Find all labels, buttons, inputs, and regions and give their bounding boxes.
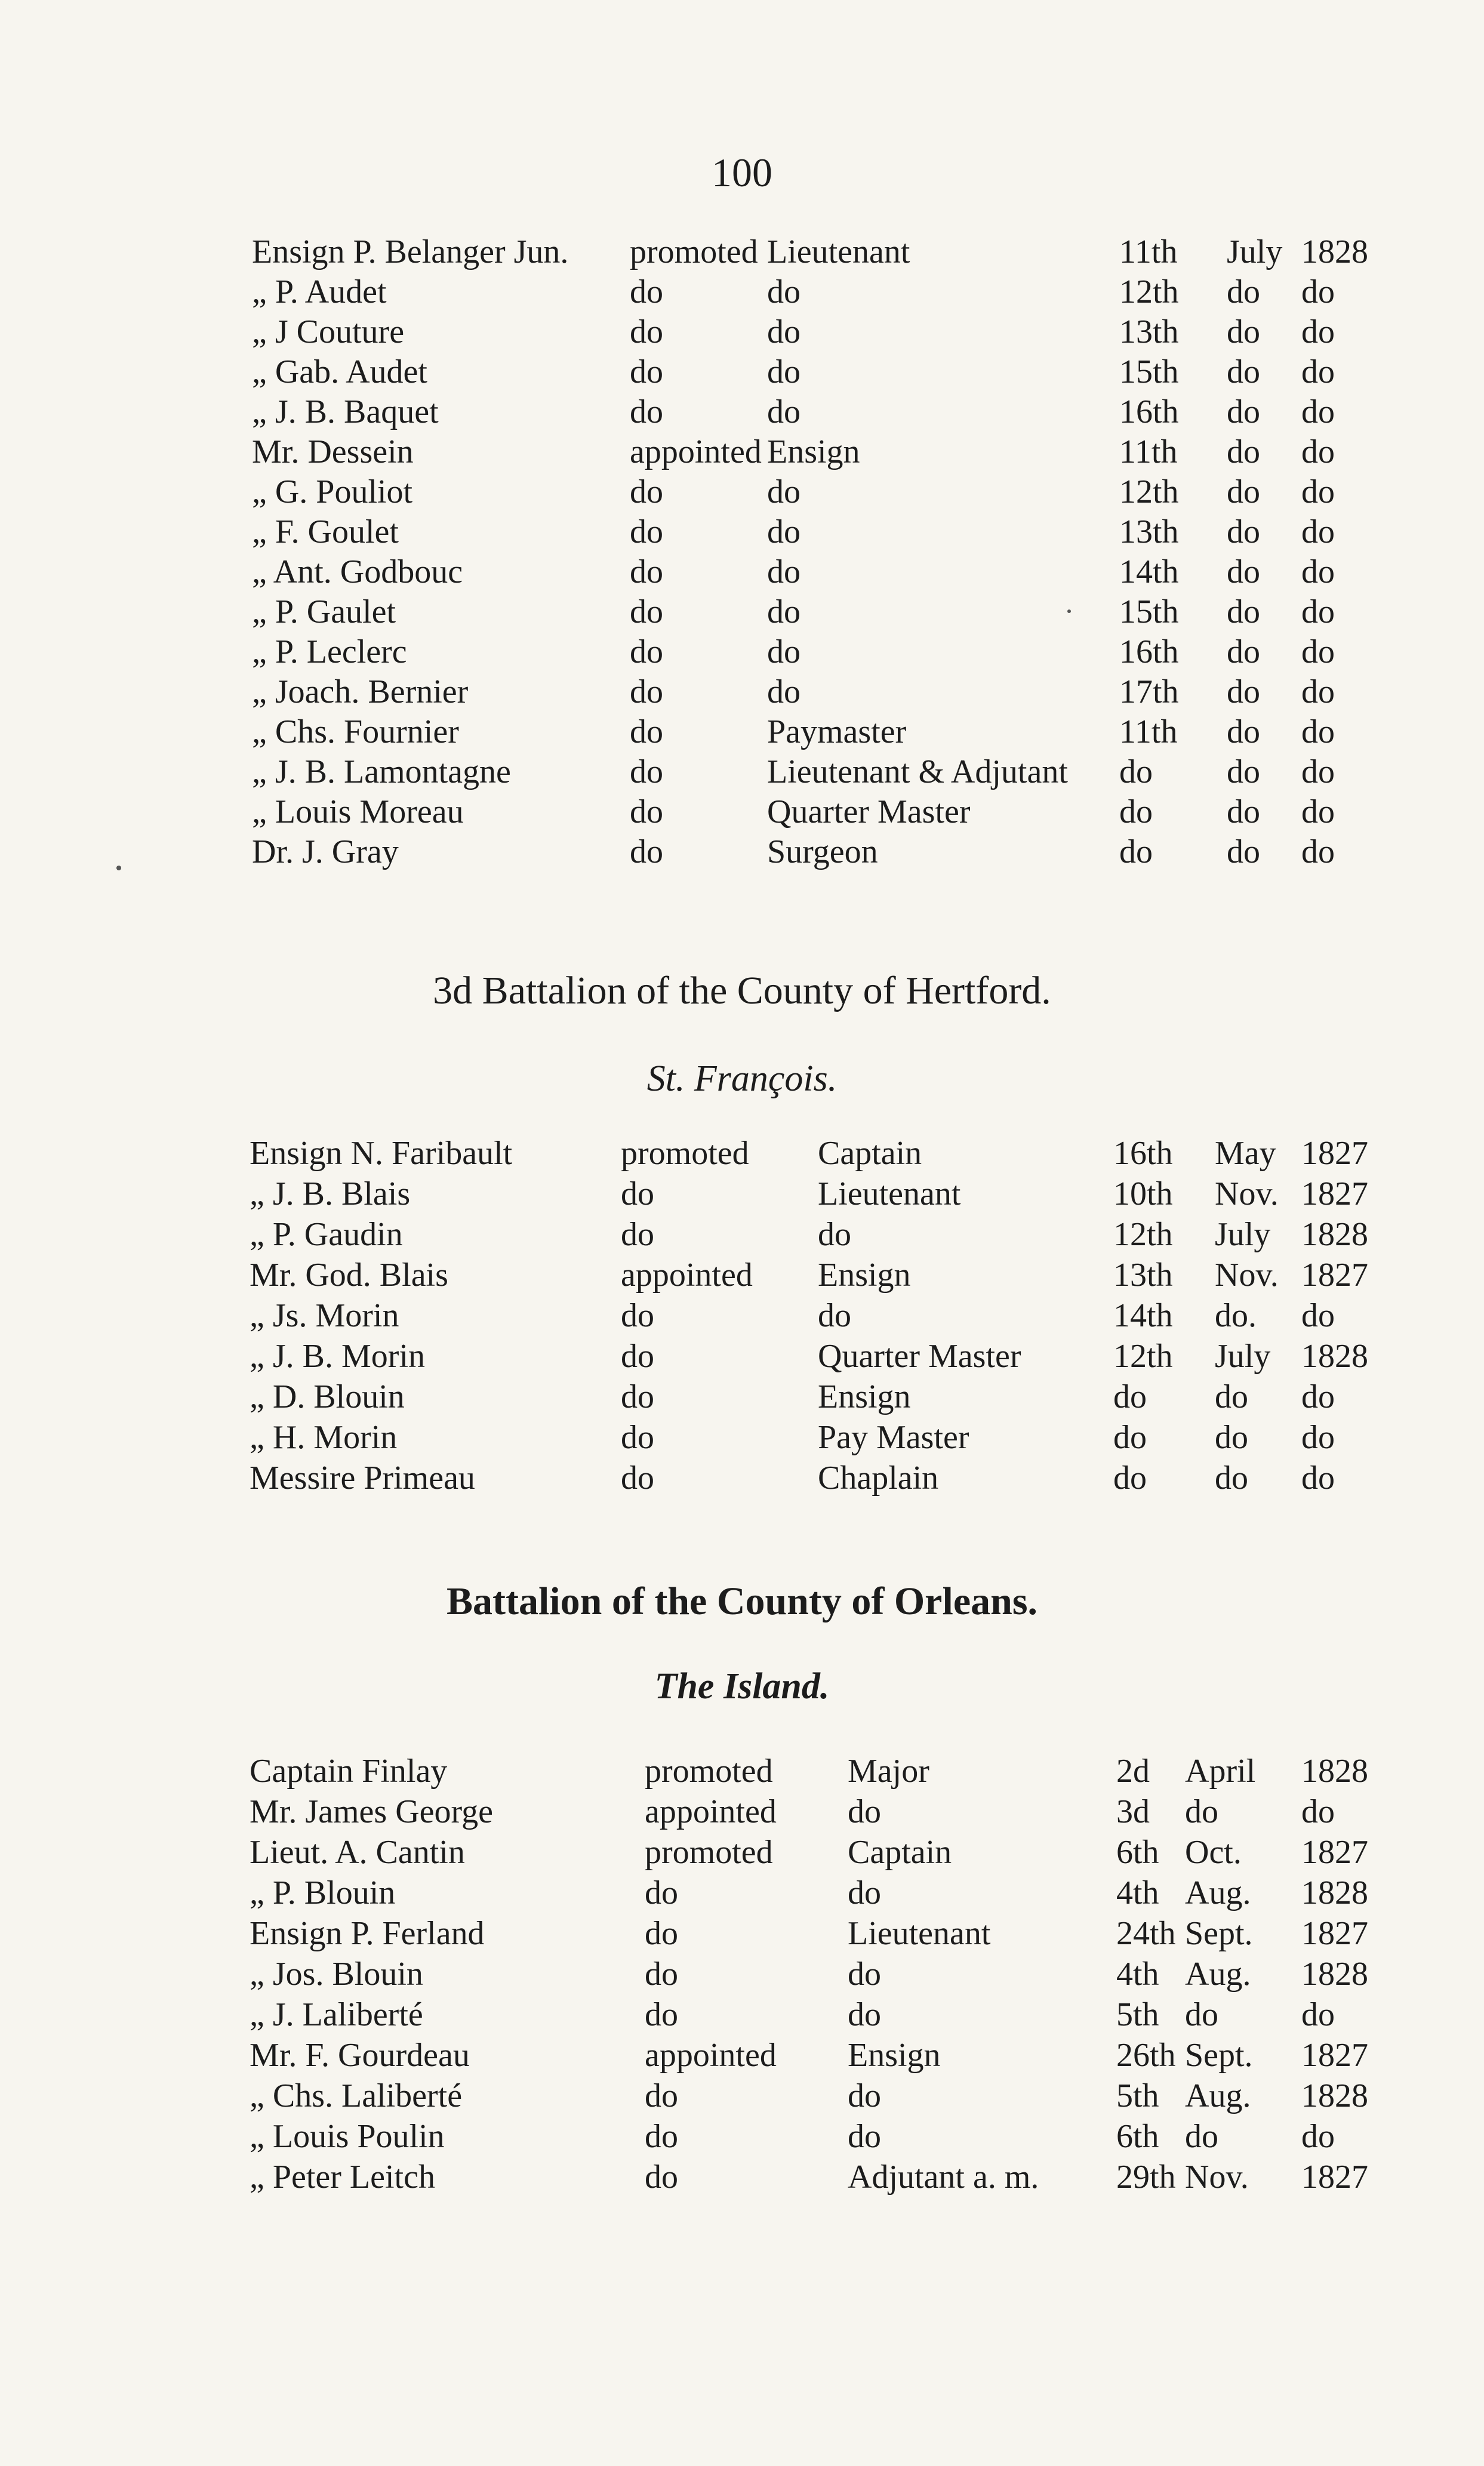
table-row xyxy=(0,1418,1484,1459)
cell-rank: do xyxy=(767,633,801,670)
cell-name: „ J. Laliberté xyxy=(250,1996,423,2033)
table-row xyxy=(0,1955,1484,1996)
table-row xyxy=(0,273,1484,313)
cell-rank: Lieutenant xyxy=(848,1915,991,1952)
cell-month: do xyxy=(1227,713,1260,750)
table-row xyxy=(0,593,1484,633)
section3-table xyxy=(0,1752,1484,2199)
cell-day: 11th xyxy=(1119,433,1178,470)
cell-month: Sept. xyxy=(1185,2037,1253,2074)
cell-day: 12th xyxy=(1113,1338,1173,1375)
cell-name: Ensign P. Ferland xyxy=(250,1915,485,1952)
cell-month: do xyxy=(1227,433,1260,470)
cell-year: 1828 xyxy=(1301,1874,1368,1911)
section3-subtitle: The Island. xyxy=(654,1666,830,1707)
cell-name: Mr. James George xyxy=(250,1793,493,1830)
cell-day: 11th xyxy=(1119,233,1178,270)
cell-rank: do xyxy=(848,2077,881,2114)
table-row xyxy=(0,2158,1484,2199)
cell-year: 1827 xyxy=(1301,2037,1368,2074)
page-number: 100 xyxy=(712,150,772,195)
cell-action: do xyxy=(630,513,663,550)
cell-day: 26th xyxy=(1116,2037,1176,2074)
cell-name: „ D. Blouin xyxy=(250,1378,405,1415)
cell-year: do xyxy=(1301,1378,1335,1415)
cell-rank: do xyxy=(767,673,801,710)
table-row xyxy=(0,353,1484,393)
section2-subtitle: St. François. xyxy=(646,1058,838,1099)
cell-month: do. xyxy=(1215,1297,1257,1334)
cell-day: 3d xyxy=(1116,1793,1150,1830)
cell-name: „ P. Audet xyxy=(252,273,387,310)
cell-action: do xyxy=(645,1996,678,2033)
cell-year: do xyxy=(1301,593,1335,630)
cell-year: 1828 xyxy=(1301,2077,1368,2114)
cell-name: Mr. God. Blais xyxy=(250,1257,448,1294)
cell-day: 16th xyxy=(1119,393,1179,430)
cell-month: do xyxy=(1185,1793,1218,1830)
cell-rank: do xyxy=(767,553,801,590)
cell-day: 4th xyxy=(1116,1874,1159,1911)
cell-year: do xyxy=(1301,393,1335,430)
cell-year: do xyxy=(1301,793,1335,830)
cell-rank: do xyxy=(767,593,801,630)
cell-year: do xyxy=(1301,673,1335,710)
cell-year: do xyxy=(1301,833,1335,870)
cell-year: do xyxy=(1301,1996,1335,2033)
table-row xyxy=(0,553,1484,593)
cell-day: 14th xyxy=(1113,1297,1173,1334)
cell-month: do xyxy=(1227,833,1260,870)
cell-action: do xyxy=(621,1378,654,1415)
cell-rank: Lieutenant xyxy=(818,1175,961,1212)
cell-day: 11th xyxy=(1119,713,1178,750)
cell-year: 1827 xyxy=(1301,1135,1368,1172)
table-row xyxy=(0,1337,1484,1378)
cell-action: do xyxy=(621,1338,654,1375)
cell-month: do xyxy=(1227,753,1260,790)
cell-month: Aug. xyxy=(1185,2077,1251,2114)
cell-month: Oct. xyxy=(1185,1834,1242,1871)
cell-rank: Ensign xyxy=(818,1257,911,1294)
cell-name: „ J. B. Baquet xyxy=(252,393,439,430)
table-row xyxy=(0,2077,1484,2117)
cell-name: Dr. J. Gray xyxy=(252,833,399,870)
table-row xyxy=(0,713,1484,753)
table-row xyxy=(0,673,1484,713)
table-row xyxy=(0,1874,1484,1914)
cell-action: do xyxy=(621,1216,654,1253)
table-row xyxy=(0,313,1484,353)
cell-month: do xyxy=(1227,313,1260,350)
cell-name: „ G. Pouliot xyxy=(252,473,413,510)
cell-year: do xyxy=(1301,713,1335,750)
cell-rank: Ensign xyxy=(848,2037,941,2074)
cell-action: do xyxy=(645,1874,678,1911)
cell-action: do xyxy=(630,833,663,870)
cell-action: do xyxy=(621,1419,654,1456)
cell-rank: Surgeon xyxy=(767,833,878,870)
cell-day: do xyxy=(1113,1460,1147,1497)
cell-month: April xyxy=(1185,1753,1256,1790)
cell-name: „ Ant. Godbouc xyxy=(252,553,463,590)
cell-day: 12th xyxy=(1113,1216,1173,1253)
cell-month: do xyxy=(1185,1996,1218,2033)
cell-action: promoted xyxy=(645,1834,773,1871)
section2-title: 3d Battalion of the County of Hertford. xyxy=(433,969,1051,1012)
cell-rank: do xyxy=(767,313,801,350)
cell-year: 1827 xyxy=(1301,1915,1368,1952)
cell-name: „ Chs. Laliberté xyxy=(250,2077,463,2114)
cell-year: 1828 xyxy=(1301,1216,1368,1253)
cell-action: promoted xyxy=(645,1753,773,1790)
cell-name: „ H. Morin xyxy=(250,1419,398,1456)
cell-day: 13th xyxy=(1119,313,1179,350)
cell-month: Nov. xyxy=(1215,1175,1279,1212)
cell-year: do xyxy=(1301,353,1335,390)
cell-month: do xyxy=(1227,393,1260,430)
cell-year: 1828 xyxy=(1301,1338,1368,1375)
cell-action: do xyxy=(630,753,663,790)
cell-action: do xyxy=(630,793,663,830)
cell-rank: Chaplain xyxy=(818,1460,939,1497)
table-row xyxy=(0,1833,1484,1874)
cell-day: 5th xyxy=(1116,2077,1159,2114)
table-row xyxy=(0,233,1484,273)
cell-name: „ P. Leclerc xyxy=(252,633,407,670)
cell-month: do xyxy=(1215,1378,1248,1415)
cell-name: „ Louis Moreau xyxy=(252,793,464,830)
table-row xyxy=(0,1215,1484,1256)
table-row xyxy=(0,513,1484,553)
cell-action: do xyxy=(621,1460,654,1497)
cell-rank: do xyxy=(848,1874,881,1911)
cell-action: do xyxy=(630,713,663,750)
cell-month: May xyxy=(1215,1135,1276,1172)
cell-name: „ P. Blouin xyxy=(250,1874,396,1911)
cell-action: appointed xyxy=(645,2037,777,2074)
cell-action: promoted xyxy=(621,1135,749,1172)
cell-month: do xyxy=(1227,473,1260,510)
cell-month: July xyxy=(1227,233,1283,270)
cell-rank: Paymaster xyxy=(767,713,907,750)
cell-month: do xyxy=(1227,273,1260,310)
cell-month: do xyxy=(1227,553,1260,590)
table-row xyxy=(0,1752,1484,1793)
cell-name: „ Gab. Audet xyxy=(252,353,427,390)
cell-name: Ensign N. Faribault xyxy=(250,1135,513,1172)
cell-name: Messire Primeau xyxy=(250,1460,475,1497)
cell-day: 12th xyxy=(1119,473,1179,510)
cell-name: „ P. Gaulet xyxy=(252,593,396,630)
cell-name: „ P. Gaudin xyxy=(250,1216,403,1253)
cell-year: do xyxy=(1301,1460,1335,1497)
cell-rank: Lieutenant xyxy=(767,233,910,270)
cell-day: do xyxy=(1113,1419,1147,1456)
cell-name: „ J. B. Blais xyxy=(250,1175,411,1212)
cell-name: „ Jos. Blouin xyxy=(250,1956,423,1993)
cell-day: 4th xyxy=(1116,1956,1159,1993)
cell-year: do xyxy=(1301,1419,1335,1456)
section1-table xyxy=(0,233,1484,873)
cell-name: „ Peter Leitch xyxy=(250,2159,435,2196)
cell-rank: do xyxy=(848,1956,881,1993)
cell-day: 5th xyxy=(1116,1996,1159,2033)
table-row xyxy=(0,833,1484,873)
cell-year: do xyxy=(1301,273,1335,310)
ink-speck xyxy=(116,866,121,870)
cell-name: „ Joach. Bernier xyxy=(252,673,469,710)
table-row xyxy=(0,1996,1484,2036)
cell-name: „ Js. Morin xyxy=(250,1297,399,1334)
cell-action: do xyxy=(630,553,663,590)
cell-rank: Major xyxy=(848,1753,929,1790)
cell-day: 2d xyxy=(1116,1753,1150,1790)
cell-rank: Quarter Master xyxy=(818,1338,1021,1375)
table-row xyxy=(0,1175,1484,1215)
cell-action: appointed xyxy=(645,1793,777,1830)
cell-day: 12th xyxy=(1119,273,1179,310)
cell-action: do xyxy=(645,2077,678,2114)
table-row xyxy=(0,433,1484,473)
cell-action: do xyxy=(630,273,663,310)
cell-action: do xyxy=(630,393,663,430)
cell-rank: do xyxy=(767,473,801,510)
cell-month: do xyxy=(1215,1419,1248,1456)
cell-action: do xyxy=(621,1175,654,1212)
cell-month: do xyxy=(1227,793,1260,830)
cell-rank: Adjutant a. m. xyxy=(848,2159,1039,2196)
ink-speck xyxy=(1067,609,1071,613)
cell-month: do xyxy=(1215,1460,1248,1497)
cell-month: do xyxy=(1227,633,1260,670)
table-row xyxy=(0,1297,1484,1337)
cell-month: do xyxy=(1227,513,1260,550)
cell-name: Ensign P. Belanger Jun. xyxy=(252,233,569,270)
cell-month: Nov. xyxy=(1215,1257,1279,1294)
cell-month: do xyxy=(1227,673,1260,710)
table-row xyxy=(0,753,1484,793)
cell-rank: do xyxy=(848,1793,881,1830)
cell-day: do xyxy=(1119,833,1153,870)
cell-rank: do xyxy=(767,513,801,550)
cell-day: do xyxy=(1119,793,1153,830)
cell-name: Lieut. A. Cantin xyxy=(250,1834,465,1871)
table-row xyxy=(0,1914,1484,1955)
table-row xyxy=(0,1134,1484,1175)
cell-rank: do xyxy=(848,2118,881,2155)
cell-month: July xyxy=(1215,1216,1271,1253)
cell-year: 1827 xyxy=(1301,1834,1368,1871)
cell-name: „ J. B. Morin xyxy=(250,1338,425,1375)
cell-day: do xyxy=(1113,1378,1147,1415)
cell-action: do xyxy=(645,1915,678,1952)
table-row xyxy=(0,393,1484,433)
cell-year: 1828 xyxy=(1301,1956,1368,1993)
cell-year: 1828 xyxy=(1301,233,1368,270)
cell-rank: Lieutenant & Adjutant xyxy=(767,753,1068,790)
cell-rank: do xyxy=(818,1216,851,1253)
cell-name: Mr. F. Gourdeau xyxy=(250,2037,470,2074)
cell-month: do xyxy=(1227,593,1260,630)
cell-day: do xyxy=(1119,753,1153,790)
cell-year: 1827 xyxy=(1301,2159,1368,2196)
cell-month: Aug. xyxy=(1185,1956,1251,1993)
cell-rank: do xyxy=(767,273,801,310)
cell-day: 24th xyxy=(1116,1915,1176,1952)
table-row xyxy=(0,2117,1484,2158)
cell-day: 15th xyxy=(1119,593,1179,630)
table-row xyxy=(0,1256,1484,1297)
cell-action: do xyxy=(630,673,663,710)
cell-name: „ J. B. Lamontagne xyxy=(252,753,511,790)
cell-rank: Ensign xyxy=(818,1378,911,1415)
cell-name: Mr. Dessein xyxy=(252,433,414,470)
cell-name: „ F. Goulet xyxy=(252,513,399,550)
cell-day: 6th xyxy=(1116,1834,1159,1871)
cell-day: 6th xyxy=(1116,2118,1159,2155)
cell-rank: do xyxy=(767,393,801,430)
cell-month: Aug. xyxy=(1185,1874,1251,1911)
cell-month: do xyxy=(1227,353,1260,390)
cell-rank: Ensign xyxy=(767,433,860,470)
cell-month: do xyxy=(1185,2118,1218,2155)
cell-rank: Quarter Master xyxy=(767,793,971,830)
cell-day: 14th xyxy=(1119,553,1179,590)
cell-action: do xyxy=(630,593,663,630)
cell-action: do xyxy=(630,313,663,350)
cell-day: 29th xyxy=(1116,2159,1176,2196)
cell-rank: Captain xyxy=(848,1834,952,1871)
cell-year: do xyxy=(1301,2118,1335,2155)
cell-day: 16th xyxy=(1113,1135,1173,1172)
cell-year: do xyxy=(1301,313,1335,350)
cell-year: do xyxy=(1301,473,1335,510)
cell-year: 1827 xyxy=(1301,1175,1368,1212)
cell-rank: Pay Master xyxy=(818,1419,969,1456)
cell-day: 13th xyxy=(1113,1257,1173,1294)
cell-day: 17th xyxy=(1119,673,1179,710)
cell-rank: Captain xyxy=(818,1135,922,1172)
cell-month: Nov. xyxy=(1185,2159,1249,2196)
table-row xyxy=(0,1378,1484,1418)
cell-action: do xyxy=(630,633,663,670)
cell-action: do xyxy=(630,473,663,510)
cell-day: 13th xyxy=(1119,513,1179,550)
cell-year: 1828 xyxy=(1301,1753,1368,1790)
cell-rank: do xyxy=(818,1297,851,1334)
cell-action: do xyxy=(630,353,663,390)
cell-name: „ J Couture xyxy=(252,313,405,350)
cell-year: do xyxy=(1301,1297,1335,1334)
cell-year: do xyxy=(1301,1793,1335,1830)
section2-table xyxy=(0,1134,1484,1500)
cell-day: 15th xyxy=(1119,353,1179,390)
table-row xyxy=(0,1459,1484,1500)
table-row xyxy=(0,1793,1484,1833)
cell-rank: do xyxy=(767,353,801,390)
cell-action: do xyxy=(621,1297,654,1334)
cell-year: do xyxy=(1301,633,1335,670)
cell-year: 1827 xyxy=(1301,1257,1368,1294)
cell-action: do xyxy=(645,2159,678,2196)
table-row xyxy=(0,2036,1484,2077)
cell-action: do xyxy=(645,2118,678,2155)
cell-name: Captain Finlay xyxy=(250,1753,448,1790)
cell-month: Sept. xyxy=(1185,1915,1253,1952)
cell-year: do xyxy=(1301,433,1335,470)
table-row xyxy=(0,633,1484,673)
cell-action: do xyxy=(645,1956,678,1993)
cell-day: 10th xyxy=(1113,1175,1173,1212)
cell-day: 16th xyxy=(1119,633,1179,670)
cell-year: do xyxy=(1301,553,1335,590)
cell-year: do xyxy=(1301,513,1335,550)
cell-action: promoted xyxy=(630,233,758,270)
table-row xyxy=(0,473,1484,513)
table-row xyxy=(0,793,1484,833)
section3-title: Battalion of the County of Orleans. xyxy=(447,1580,1037,1623)
cell-name: „ Louis Poulin xyxy=(250,2118,445,2155)
cell-action: appointed xyxy=(621,1257,753,1294)
cell-action: appointed xyxy=(630,433,762,470)
cell-rank: do xyxy=(848,1996,881,2033)
cell-year: do xyxy=(1301,753,1335,790)
cell-month: July xyxy=(1215,1338,1271,1375)
cell-name: „ Chs. Fournier xyxy=(252,713,459,750)
